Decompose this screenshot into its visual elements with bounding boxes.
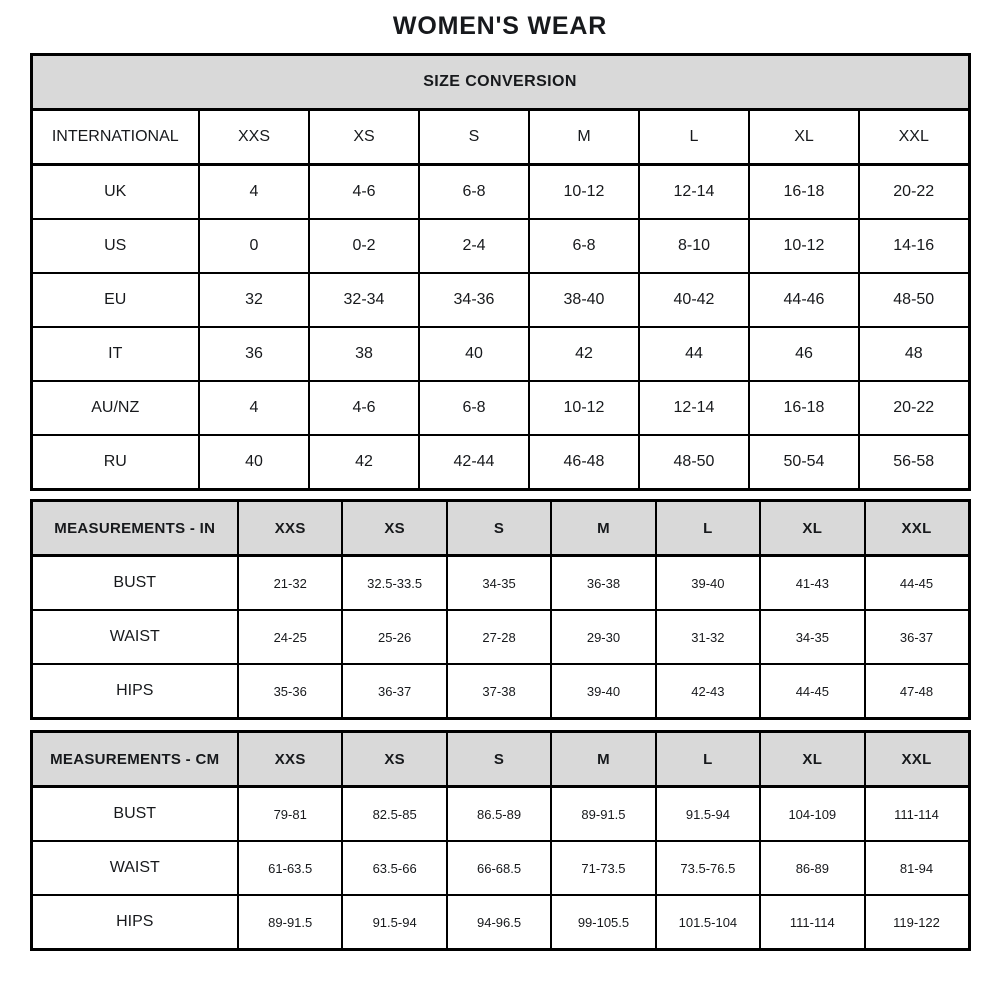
data-cell: 48 [859,327,969,381]
data-cell: 89-91.5 [238,895,342,950]
data-cell: 36-37 [865,610,969,664]
data-cell: 34-36 [419,273,529,327]
size-header-cell: M [551,501,655,556]
data-cell: 99-105.5 [551,895,655,950]
row-label-cell: RU [31,435,199,490]
table-row [31,556,969,611]
size-header-cell: M [529,110,639,165]
data-cell: 73.5-76.5 [656,841,760,895]
header-row [31,732,969,787]
data-cell: 101.5-104 [656,895,760,950]
data-cell: 0 [199,219,309,273]
data-cell: 6-8 [419,381,529,435]
data-cell: 63.5-66 [342,841,446,895]
size-header-cell: L [639,110,749,165]
size-header-cell: XXS [238,501,342,556]
table-row [31,273,969,327]
data-cell: 4-6 [309,165,419,220]
data-cell: 0-2 [309,219,419,273]
data-cell: 24-25 [238,610,342,664]
data-cell: 111-114 [760,895,864,950]
data-cell: 10-12 [749,219,859,273]
row-label-cell: UK [31,165,199,220]
row-label-cell: WAIST [31,610,238,664]
data-cell: 25-26 [342,610,446,664]
header-row [31,501,969,556]
data-cell: 14-16 [859,219,969,273]
data-cell: 40 [199,435,309,490]
data-cell: 119-122 [865,895,969,950]
data-cell: 44 [639,327,749,381]
row-label-cell: AU/NZ [31,381,199,435]
size-header-cell: S [447,732,551,787]
header-label-cell: MEASUREMENTS - CM [31,732,238,787]
data-cell: 34-35 [760,610,864,664]
data-cell: 47-48 [865,664,969,719]
measurements-in-table [30,499,971,720]
data-cell: 16-18 [749,165,859,220]
data-cell: 32.5-33.5 [342,556,446,611]
data-cell: 37-38 [447,664,551,719]
data-cell: 39-40 [551,664,655,719]
table-row [31,664,969,719]
data-cell: 48-50 [639,435,749,490]
size-header-cell: XS [342,732,446,787]
data-cell: 38-40 [529,273,639,327]
data-cell: 27-28 [447,610,551,664]
data-cell: 20-22 [859,165,969,220]
data-cell: 61-63.5 [238,841,342,895]
table-row [31,219,969,273]
size-header-cell: S [447,501,551,556]
data-cell: 46-48 [529,435,639,490]
data-cell: 29-30 [551,610,655,664]
table-row [31,435,969,490]
data-cell: 50-54 [749,435,859,490]
table-row [31,610,969,664]
row-label-cell: US [31,219,199,273]
data-cell: 16-18 [749,381,859,435]
data-cell: 32-34 [309,273,419,327]
size-header-cell: XL [749,110,859,165]
data-cell: 42-44 [419,435,529,490]
page-title: WOMEN'S WEAR [392,12,608,40]
data-cell: 38 [309,327,419,381]
section-banner: SIZE CONVERSION [31,55,969,110]
data-cell: 6-8 [529,219,639,273]
data-cell: 10-12 [529,381,639,435]
size-header-cell: XXL [865,501,969,556]
data-cell: 2-4 [419,219,529,273]
size-header-cell: L [656,501,760,556]
size-header-cell: XL [760,501,864,556]
data-cell: 12-14 [639,381,749,435]
data-cell: 32 [199,273,309,327]
data-cell: 36-38 [551,556,655,611]
size-header-cell: XXS [238,732,342,787]
data-cell: 35-36 [238,664,342,719]
data-cell: 36 [199,327,309,381]
data-cell: 46 [749,327,859,381]
data-cell: 36-37 [342,664,446,719]
data-cell: 48-50 [859,273,969,327]
data-cell: 94-96.5 [447,895,551,950]
size-header-cell: XXL [859,110,969,165]
data-cell: 40-42 [639,273,749,327]
data-cell: 89-91.5 [551,787,655,842]
data-cell: 39-40 [656,556,760,611]
data-cell: 44-45 [865,556,969,611]
data-cell: 31-32 [656,610,760,664]
data-cell: 44-46 [749,273,859,327]
data-cell: 12-14 [639,165,749,220]
data-cell: 81-94 [865,841,969,895]
size-header-cell: XL [760,732,864,787]
data-cell: 44-45 [760,664,864,719]
data-cell: 42 [309,435,419,490]
data-cell: 8-10 [639,219,749,273]
header-row [31,110,969,165]
section-banner-row [31,55,969,110]
size-header-cell: S [419,110,529,165]
size-conversion-table [30,53,971,491]
row-label-cell: BUST [31,787,238,842]
table-row [31,895,969,950]
data-cell: 4 [199,381,309,435]
data-cell: 86-89 [760,841,864,895]
data-cell: 82.5-85 [342,787,446,842]
data-cell: 40 [419,327,529,381]
row-label-cell: HIPS [31,895,238,950]
data-cell: 42 [529,327,639,381]
data-cell: 6-8 [419,165,529,220]
data-cell: 21-32 [238,556,342,611]
data-cell: 66-68.5 [447,841,551,895]
row-label-cell: HIPS [31,664,238,719]
size-chart-page [30,0,971,951]
data-cell: 42-43 [656,664,760,719]
measurements-cm-table [30,730,971,951]
table-row [31,841,969,895]
data-cell: 91.5-94 [656,787,760,842]
data-cell: 20-22 [859,381,969,435]
data-cell: 34-35 [447,556,551,611]
data-cell: 86.5-89 [447,787,551,842]
header-label-cell: MEASUREMENTS - IN [31,501,238,556]
data-cell: 111-114 [865,787,969,842]
size-header-cell: XXL [865,732,969,787]
data-cell: 71-73.5 [551,841,655,895]
size-header-cell: XS [342,501,446,556]
size-header-cell: L [656,732,760,787]
data-cell: 79-81 [238,787,342,842]
row-label-cell: BUST [31,556,238,611]
data-cell: 41-43 [760,556,864,611]
data-cell: 104-109 [760,787,864,842]
size-header-cell: XXS [199,110,309,165]
data-cell: 56-58 [859,435,969,490]
row-label-cell: EU [31,273,199,327]
table-row [31,165,969,220]
header-label-cell: INTERNATIONAL [31,110,199,165]
data-cell: 10-12 [529,165,639,220]
data-cell: 91.5-94 [342,895,446,950]
row-label-cell: WAIST [31,841,238,895]
table-row [31,787,969,842]
table-row [31,381,969,435]
table-row [31,327,969,381]
row-label-cell: IT [31,327,199,381]
size-header-cell: XS [309,110,419,165]
data-cell: 4-6 [309,381,419,435]
size-header-cell: M [551,732,655,787]
data-cell: 4 [199,165,309,220]
